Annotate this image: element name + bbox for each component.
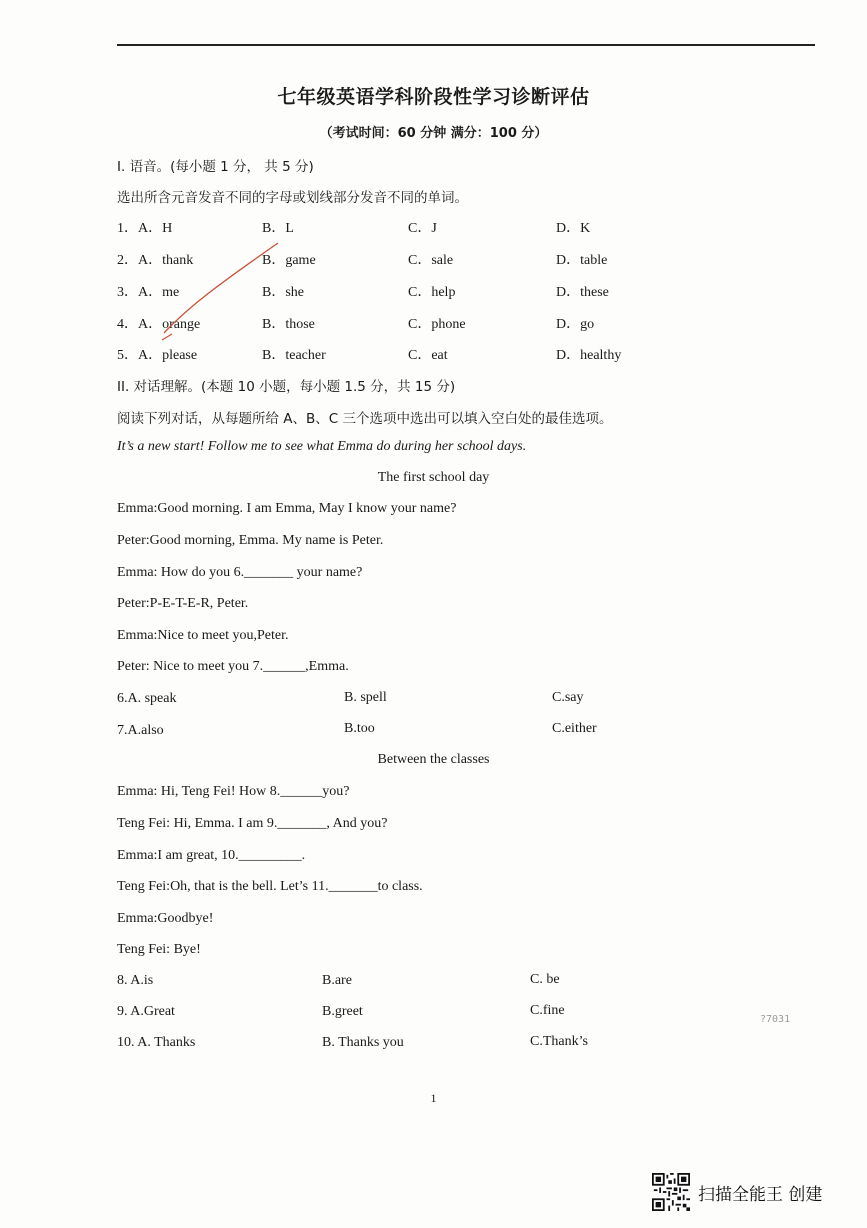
qr-code-icon [652, 1173, 690, 1211]
dialogue-line: Emma:I am great, 10._________. [117, 848, 306, 863]
question-number: 1． [117, 221, 138, 236]
option-b: B.are [322, 973, 352, 988]
option-b: B.too [344, 721, 375, 736]
option-a: 8. A.is [117, 973, 154, 988]
dialogue-intro: It’s a new start! Follow me to see what Emma do during her school days. [117, 439, 527, 454]
scene-title: The first school day [377, 470, 490, 485]
option-b: B．game [262, 253, 316, 268]
dialogue-line: Emma: How do you 6._______ your name? [117, 565, 363, 580]
page-number: 1 [430, 1091, 437, 1105]
dialogue-line: Emma:Goodbye! [117, 911, 214, 926]
dialogue-line: Peter: Nice to meet you 7.______,Emma. [117, 659, 349, 674]
option-c: C.either [552, 721, 597, 736]
option-c: C.say [552, 690, 584, 705]
option-d: D．K [556, 221, 591, 236]
dialogue-line: Teng Fei:Oh, that is the bell. Let’s 11._______to class. [117, 879, 423, 894]
question-number: 2． [117, 253, 138, 268]
option-a: 6.A. speak [117, 691, 177, 706]
option-b: B．she [262, 285, 304, 300]
option-b: B．those [262, 317, 315, 332]
brand-label: 扫描全能王 创建 [698, 1184, 823, 1205]
option-c: C．eat [408, 348, 448, 363]
option-d: D．these [556, 285, 609, 300]
dialogue-line: Emma: Hi, Teng Fei! How 8.______you? [117, 784, 350, 799]
question-number: 4． [117, 317, 138, 332]
option-d: D．healthy [556, 348, 622, 363]
question-number: 3． [117, 285, 138, 300]
option-a: A．please [138, 348, 198, 363]
option-a: 9. A.Great [117, 1004, 175, 1019]
option-b: B．teacher [262, 348, 326, 363]
option-a: 7.A.also [117, 723, 164, 738]
scanner-watermark [652, 1173, 822, 1211]
dialogue-line: Teng Fei: Bye! [117, 942, 201, 957]
dialogue-line: Peter:P-E-T-E-R, Peter. [117, 596, 249, 611]
dialogue-line: Emma:Good morning. I am Emma, May I know your name? [117, 501, 457, 516]
option-b: B.greet [322, 1004, 363, 1019]
exam-info: （考试时间：60 分钟 满分：100 分） [319, 126, 548, 141]
option-d: D．go [556, 317, 595, 332]
scene-title: Between the classes [377, 752, 490, 767]
option-a: A．me [138, 285, 180, 300]
dialogue-line: Teng Fei: Hi, Emma. I am 9._______, And you? [117, 816, 388, 831]
section1-instruction: 选出所含元音发音不同的字母或划线部分发音不同的单词。 [117, 190, 468, 206]
scan-mark: ?7031 [760, 1014, 791, 1025]
option-b: B．L [262, 221, 294, 236]
option-b: B. spell [344, 690, 387, 705]
page-title: 七年级英语学科阶段性学习诊断评估 [277, 86, 590, 108]
dialogue-line: Emma:Nice to meet you,Peter. [117, 628, 289, 643]
dialogue-line: Peter:Good morning, Emma. My name is Peter. [117, 533, 384, 548]
option-c: C．J [408, 221, 437, 236]
option-c: C．sale [408, 253, 454, 268]
option-d: D．table [556, 253, 608, 268]
option-c: C.fine [530, 1003, 565, 1018]
section2-instruction: 阅读下列对话，从每题所给 A、B、C 三个选项中选出可以填入空白处的最佳选项。 [117, 411, 613, 427]
question-number: 5． [117, 348, 138, 363]
option-c: C．phone [408, 317, 466, 332]
option-a: 10. A. Thanks [117, 1035, 196, 1050]
option-c: C．help [408, 285, 456, 300]
option-c: C.Thank’s [530, 1034, 588, 1049]
option-a: A．H [138, 221, 173, 236]
option-c: C. be [530, 972, 560, 987]
option-a: A．thank [138, 253, 194, 268]
section1-heading: I. 语音。(每小题 1 分， 共 5 分) [117, 159, 314, 175]
option-b: B. Thanks you [322, 1035, 404, 1050]
section2-heading: II. 对话理解。(本题 10 小题，每小题 1.5 分，共 15 分) [117, 379, 456, 395]
option-a: A．orange [138, 317, 201, 332]
